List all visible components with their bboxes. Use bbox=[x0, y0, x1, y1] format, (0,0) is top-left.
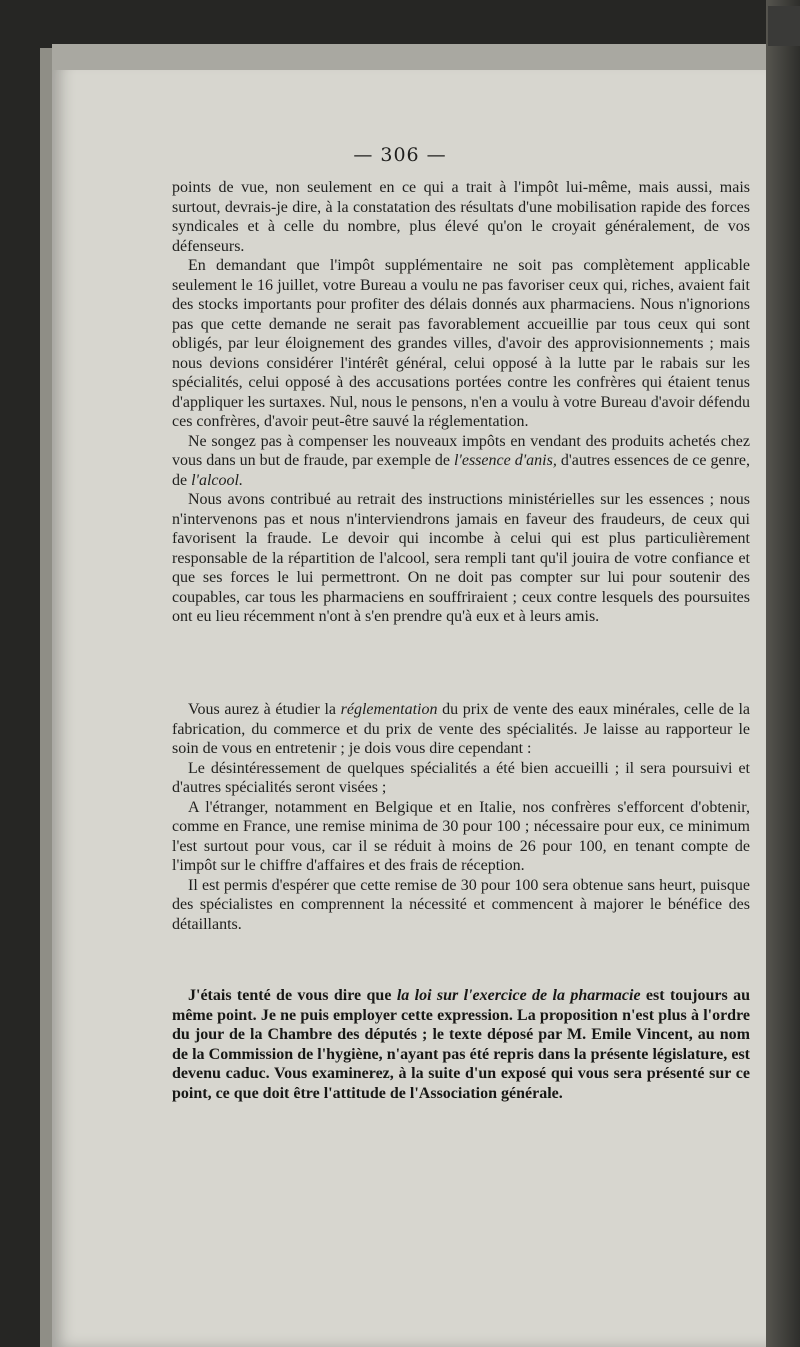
text-block-3 bbox=[172, 986, 750, 1103]
paragraph-text: d'autres essences de ce genre, de bbox=[172, 452, 750, 489]
text-block-2 bbox=[172, 700, 750, 934]
paragraph-text: A l'étranger, notamment en Belgique et en Italie, nos confrères s'efforcent d'obtenir, comme en France, une remise minima de 30 pour 100 ; nécessaire pour eux, ce minimum l'est surtout pour vous, car il se réduit à moins de 26 pour 100, en tenant compte de l'impôt sur le chiffre d'affaires et des frais de réception. bbox=[172, 798, 750, 874]
italic-term: la loi sur l'exercice de la pharmacie bbox=[396, 987, 641, 1004]
paragraph-text: est toujours au même point. Je ne puis employer cette expression. La proposition n'est plus à l'ordre du jour de la Chambre des députés ; le texte déposé par M. Emile Vincent, au nom de la Commission de l'hygiène, n'ayant pas été repris dans la présente législature, est devenu caduc. Vous examinerez, à la suite d'un exposé qui vous sera présenté sur ce point, ce que doit être l'attitude de l'Association générale. bbox=[172, 987, 751, 1102]
paragraph-text: points de vue, non seulement en ce qui a trait à l'impôt lui-même, mais aussi, mais surtout, devrais-je dire, à la constatation des résultats d'une mobilisation rapide des forces syndicales et à celle du nombre, plus élevé qu'on le croyait généralement, de vos défenseurs. bbox=[172, 179, 750, 255]
page-number: — 306 — bbox=[353, 144, 447, 166]
paragraph-text: Le désintéressement de quelques spécialités a été bien accueilli ; il sera poursuivi et d'autres spécialités seront visées ; bbox=[172, 759, 750, 796]
text-block-1 bbox=[172, 178, 750, 627]
paragraph-3-1 bbox=[172, 986, 750, 1103]
page-top-shadow bbox=[52, 44, 778, 70]
paragraph-2-2 bbox=[172, 759, 750, 798]
binding-clip bbox=[768, 6, 800, 46]
paragraph-2-4 bbox=[172, 876, 750, 935]
paragraph-1-1 bbox=[172, 178, 750, 256]
italic-term: l'alcool. bbox=[191, 471, 243, 489]
paragraph-text: Il est permis d'espérer que cette remise de 30 pour 100 sera obtenue sans heurt, puisque des spécialistes en comprennent la nécessité et commencent à majorer le bénéfice des détaillants. bbox=[172, 876, 750, 933]
paragraph-text: du prix de vente des eaux minérales, celle de la fabrication, du commerce et du prix de vente des spécialités. Je laisse au rapporteur le soin de vous en entretenir ; je dois vous dire cependant : bbox=[172, 701, 750, 757]
paragraph-text: Nous avons contribué au retrait des instructions ministérielles sur les essences ; nous n'intervenons pas et nous n'interviendrons jamais en faveur des fraudeurs, de ceux qui favorisent la fraude. Le devoir qui incombe à celui qui est plus particulièrement responsable de la répartition de l'alcool, sera rempli tant qu'il jouira de votre confiance et que ses forces le lui permettront. On ne doit pas compter sur lui pour soutenir des coupables, car tous les pharmaciens en souffriraient ; ceux contre lesquels des poursuites ont eu lieu récemment n'ont à s'en prendre qu'à eux et à leurs amis. bbox=[172, 491, 750, 625]
paragraph-2-1 bbox=[172, 700, 750, 759]
paragraph-text: J'étais tenté de vous dire que bbox=[188, 987, 397, 1004]
book-spine-edge bbox=[766, 0, 800, 1347]
paragraph-text: Vous aurez à étudier la bbox=[188, 701, 341, 718]
paragraph-text: Ne songez pas à compenser les nouveaux impôts en vendant des produits achetés chez vous dans un but de fraude, par exemple de bbox=[172, 432, 750, 469]
paragraph-2-3 bbox=[172, 798, 750, 876]
paragraph-1-3 bbox=[172, 432, 750, 491]
paragraph-1-4 bbox=[172, 490, 750, 627]
italic-term: réglementation bbox=[340, 701, 438, 718]
paragraph-text: En demandant que l'impôt supplémentaire ne soit pas complètement applicable seulement le 16 juillet, votre Bureau a voulu ne pas favoriser ceux qui, riches, avaient fait des stocks importants pour profiter des délais donnés aux pharmaciens. Nous n'ignorions pas que cette demande ne serait pas favorablement accueillie par tous ceux qui sont obligés, par leur éloignement des grandes villes, d'avoir des approvisionnements ; mais nous devions considérer l'intérêt général, celui opposé à la lutte par le rabais sur les spécialités, celui opposé à des accusations portées contre les confrères qui étaient tenus d'appliquer les surtaxes. Nul, nous le pensons, n'en a voulu à votre Bureau d'avoir défendu ces confrères, d'avoir peut-être sauvé la réglementation. bbox=[172, 257, 750, 430]
italic-term: l'essence d'anis, bbox=[453, 452, 557, 469]
paragraph-1-2 bbox=[172, 256, 750, 432]
